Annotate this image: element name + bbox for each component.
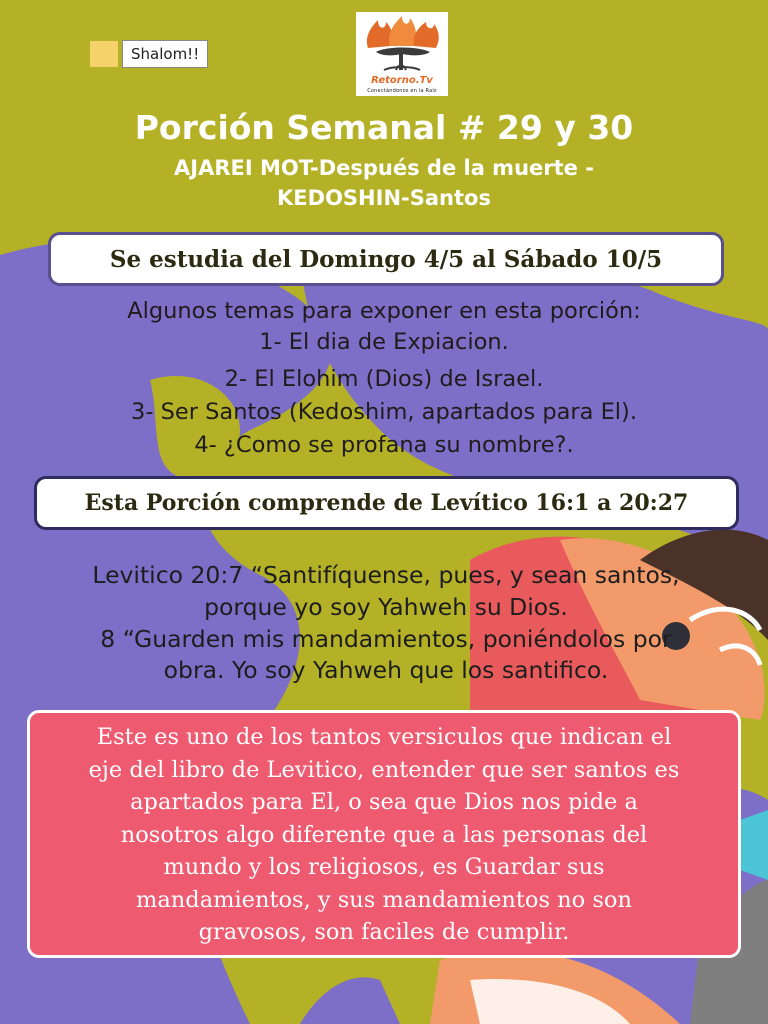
reflection-line: gravosos, son faciles de cumplir. bbox=[198, 919, 570, 945]
topics-intro: Algunos temas para exponer en esta porción: bbox=[127, 298, 641, 324]
topic-item: 3- Ser Santos (Kedoshim, apartados para El). bbox=[131, 399, 637, 425]
portion-range-banner bbox=[34, 476, 739, 530]
badge-swatch bbox=[90, 41, 118, 67]
reflection-line: mandamientos, y sus mandamientos no son bbox=[136, 886, 632, 913]
reflection-line: nosotros algo diferente que a las personas del bbox=[120, 821, 648, 848]
portion-range-text: Esta Porción comprende de Levítico 16:1 a 20:27 bbox=[84, 490, 689, 516]
logo-name: Retorno.Tv bbox=[371, 75, 433, 86]
reflection-line: eje del libro de Levitico, entender que ser santos es bbox=[88, 756, 680, 783]
shalom-label: Shalom!! bbox=[122, 40, 208, 68]
study-dates-banner bbox=[48, 232, 724, 286]
reflection-line: mundo y los religiosos, es Guardar sus bbox=[163, 854, 605, 880]
topic-item: 4- ¿Como se profana su nombre?. bbox=[194, 432, 574, 458]
study-dates-text: Se estudia del Domingo 4/5 al Sábado 10/5 bbox=[109, 245, 663, 273]
logo-tagline: Conectándonos en la Raíz bbox=[367, 88, 437, 94]
subtitle-line-1: AJAREI MOT-Después de la muerte - bbox=[174, 156, 594, 180]
topic-item: 2- El Elohim (Dios) de Israel. bbox=[224, 366, 544, 392]
tree-flame-icon bbox=[356, 12, 448, 76]
reflection-line: Este es uno de los tantos versiculos que indican el bbox=[96, 724, 672, 750]
reflection-line: apartados para El, o sea que Dios nos pide a bbox=[130, 789, 638, 815]
verse-line: porque yo soy Yahweh su Dios. bbox=[204, 593, 568, 621]
verse-line: 8 “Guarden mis mandamientos, poniéndolos por bbox=[100, 625, 672, 653]
retorno-tv-logo bbox=[356, 12, 448, 96]
shalom-badge bbox=[90, 40, 208, 68]
subtitle-line-2: KEDOSHIN-Santos bbox=[277, 186, 491, 210]
verse-line: Levitico 20:7 “Santifíquense, pues, y sean santos, bbox=[92, 561, 680, 589]
topic-item: 1- El dia de Expiacion. bbox=[259, 329, 509, 355]
page-title: Porción Semanal # 29 y 30 bbox=[134, 108, 634, 147]
verse-line: obra. Yo soy Yahweh que los santifico. bbox=[163, 656, 609, 684]
reflection-box bbox=[27, 710, 741, 958]
